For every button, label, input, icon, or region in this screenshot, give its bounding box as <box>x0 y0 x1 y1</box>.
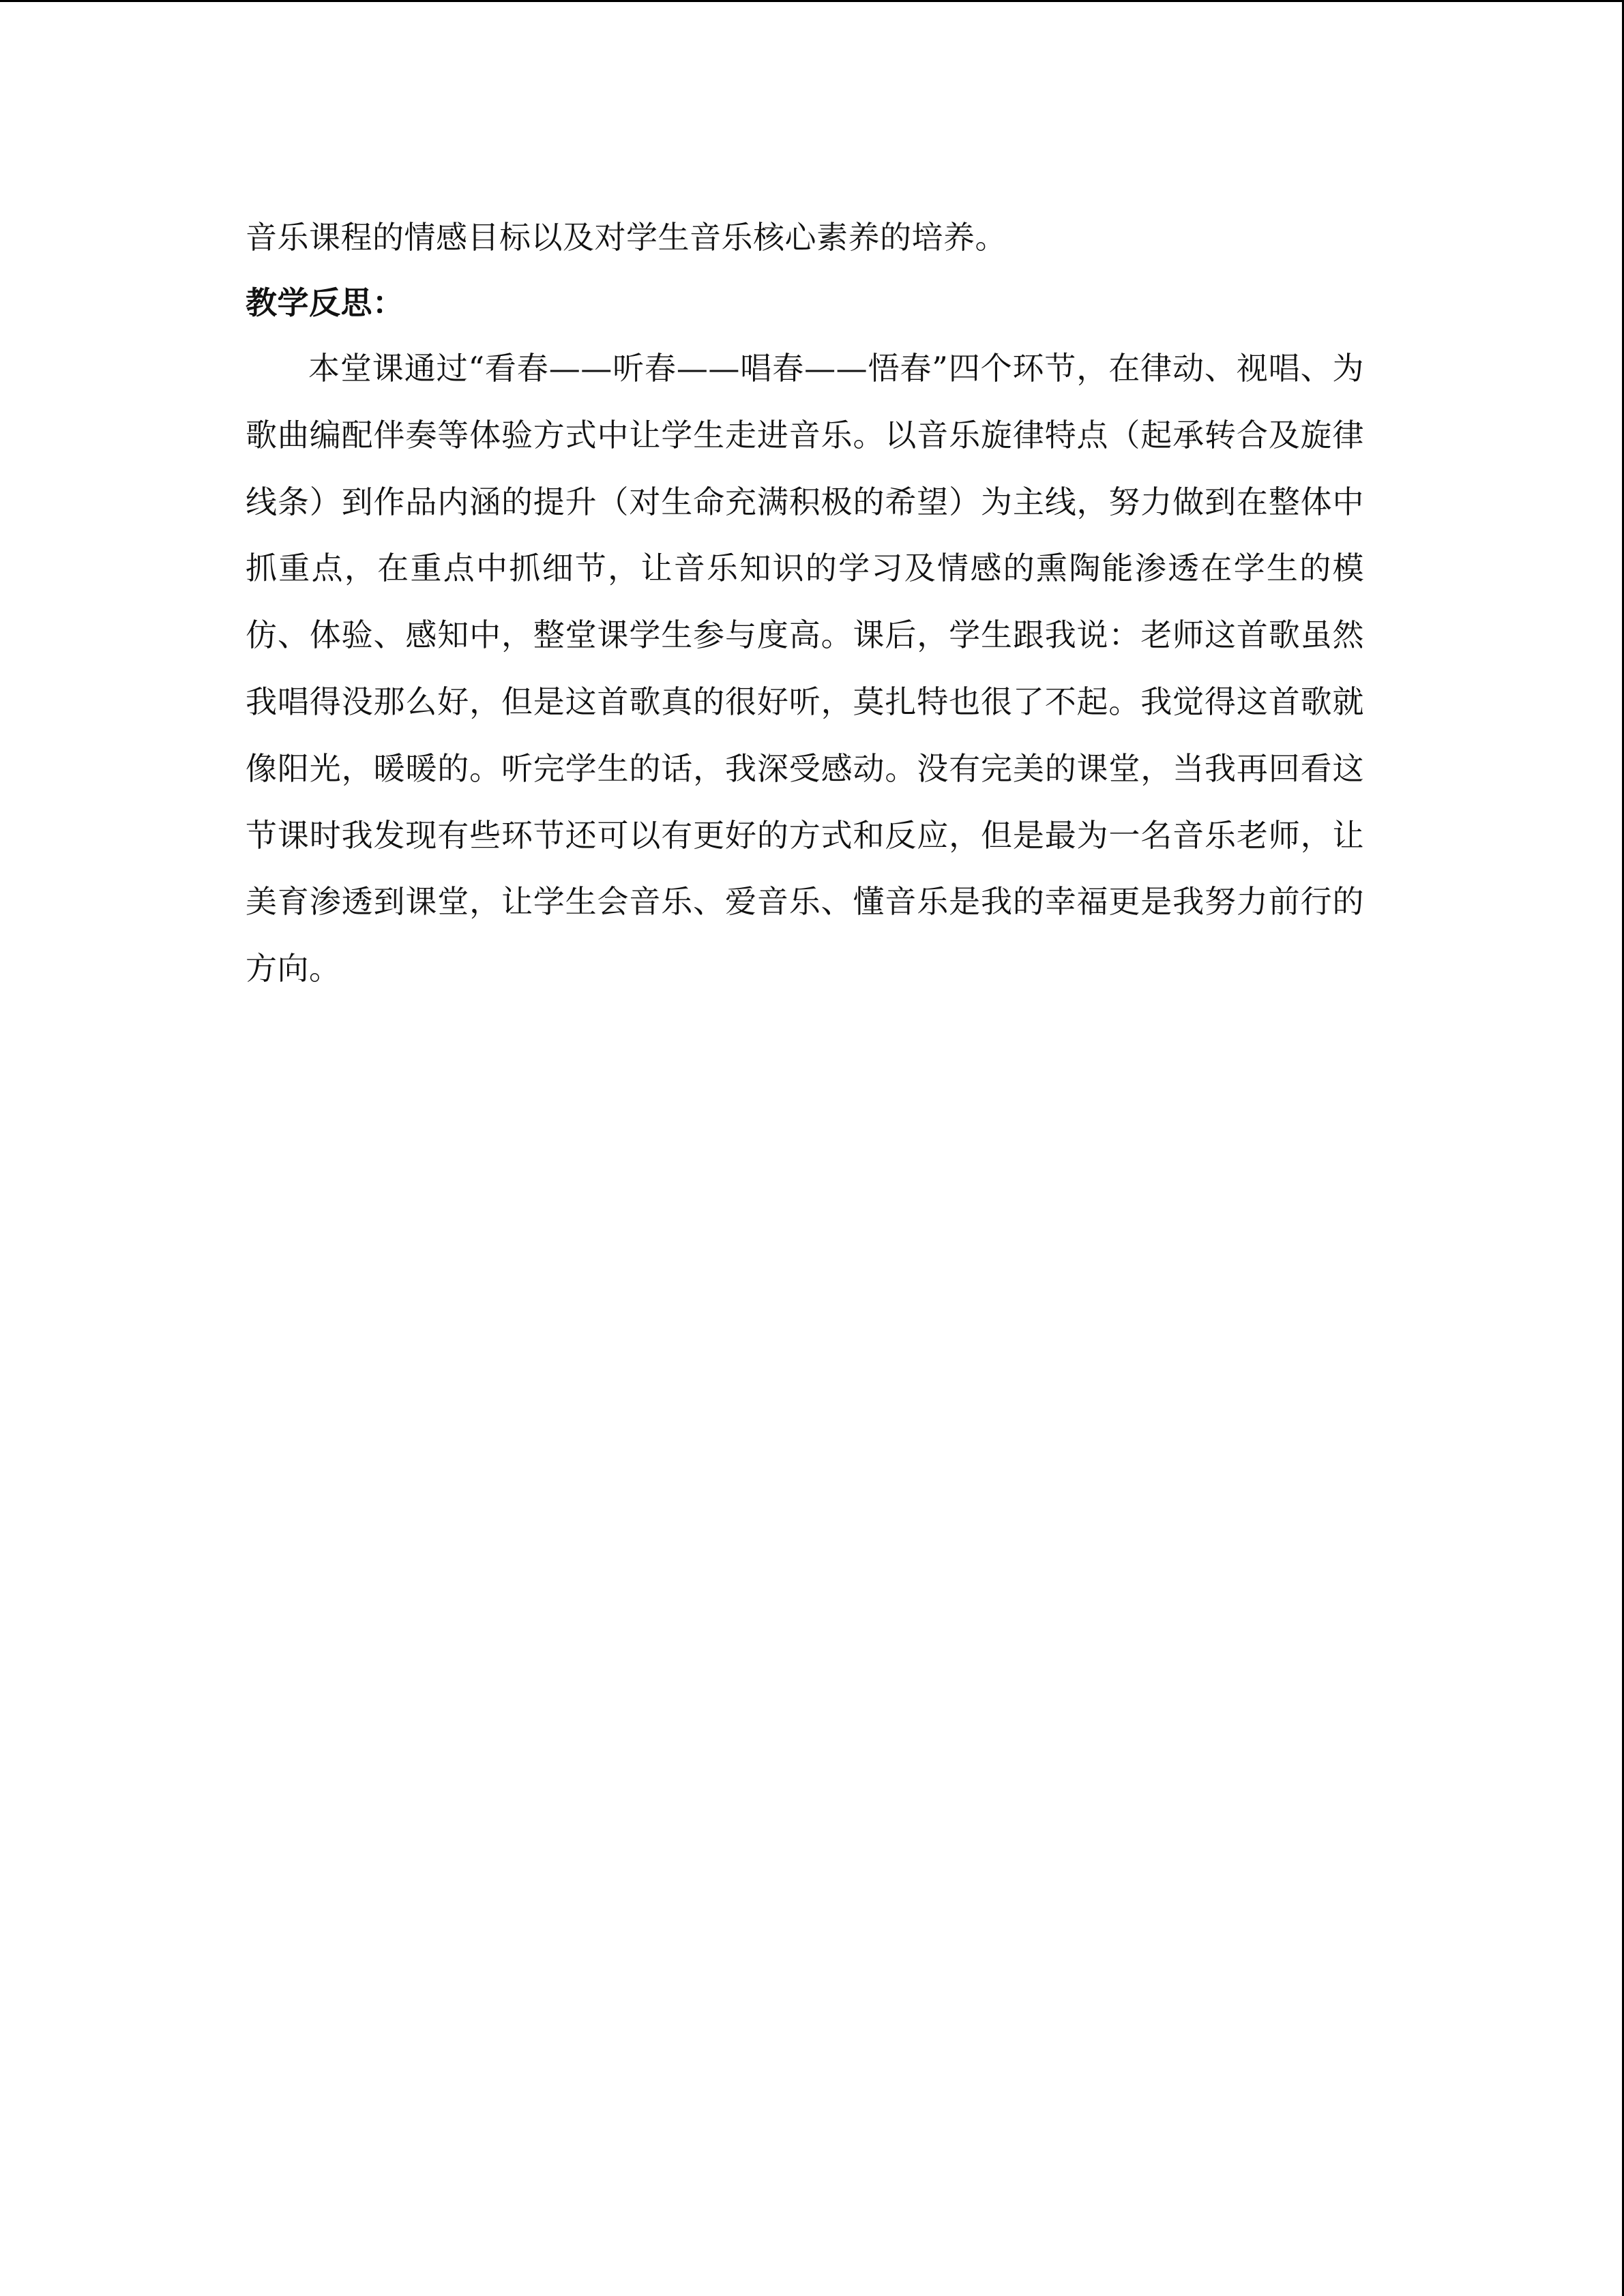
reflection-paragraph: 本堂课通过“看春——听春——唱春——悟春”四个环节，在律动、视唱、为歌曲编配伴奏等体验方式中让学生走进音乐。以音乐旋律特点（起承转合及旋律线条）到作品内涵的提升（对生命充满积极的希望）为主线，努力做到在整体中抓重点，在重点中抓细节，让音乐知识的学习及情感的熏陶能渗透在学生的模仿、体验、感知中，整堂课学生参与度高。课后，学生跟我说：老师这首歌虽然我唱得没那么好，但是这首歌真的很好听，莫扎特也很了不起。我觉得这首歌就像阳光，暖暖的。听完学生的话，我深受感动。没有完美的课堂，当我再回看这节课时我发现有些环节还可以有更好的方式和反应，但是最为一名音乐老师，让美育渗透到课堂，让学生会音乐、爱音乐、懂音乐是我的幸福更是我努力前行的方向。 <box>246 350 1364 987</box>
continuation-text: 音乐课程的情感目标以及对学生音乐核心素养的培养。 <box>246 219 1007 256</box>
document-body <box>246 205 1364 1002</box>
section-heading: 教学反思： <box>246 284 404 321</box>
